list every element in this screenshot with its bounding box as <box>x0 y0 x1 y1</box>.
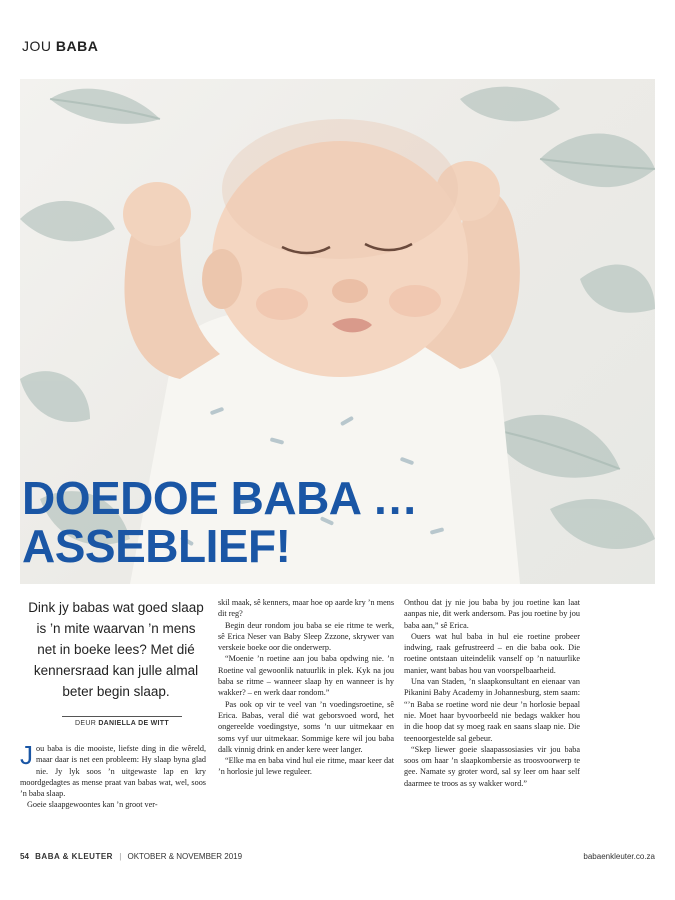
body-column-1 <box>20 740 206 811</box>
issue-date: OKTOBER & NOVEMBER 2019 <box>127 852 243 861</box>
website-url: babaenkleuter.co.za <box>583 852 655 861</box>
byline <box>62 716 182 727</box>
drop-cap: J <box>20 740 33 770</box>
paragraph: Ouers wat hul baba in hul eie roetine probeer indwing, raak gefrustreerd – en die baba ook. Die roetine ontstaan uiteindelik vanself op ’n natuurlike manier, want babas hou van voorspelbaarheid. <box>404 631 580 675</box>
body-column-3 <box>404 597 580 789</box>
article-headline <box>22 474 652 570</box>
headline-line-1: DOEDOE BABA … <box>22 472 418 524</box>
byline-prefix: DEUR <box>75 720 97 727</box>
paragraph-text: ou baba is die mooiste, liefste ding in die wêreld, maar daar is net een probleem: Hy slaap byna glad nie. Jy lyk soos ’n uitgewaste lap en kry moordgedagtes as mense praat van babas wat, wel, soos ’n baba slaap. <box>20 744 206 799</box>
paragraph: Begin deur rondom jou baba se eie ritme te werk, sê Erica Neser van Baby Sleep Zzzone, skrywer van verskeie boeke oor die onderwerp. <box>218 620 394 653</box>
section-name: BABA <box>55 38 99 54</box>
paragraph: skil maak, sê kenners, maar hoe op aarde kry ’n mens dit reg? <box>218 598 394 619</box>
paragraph: Una van Staden, ’n slaapkonsultant en eienaar van Pikanini Baby Academy in Johannesburg, stem saam: “’n Baba se roetine word nie deur ’n horlosie bepaal nie. Moet haar byvoorbeeld nie bedags wakker hou in die hoop dat sy moeg raak en saans slaap nie. Die teenoorgestelde sal gebeur. <box>404 677 580 743</box>
paragraph: Onthou dat jy nie jou baba by jou roetine kan laat aanpas nie, dit werk andersom. Pas jou roetine by jou baba aan,” sê Erica. <box>404 598 580 630</box>
body-column-2 <box>218 597 394 778</box>
section-label <box>22 38 98 54</box>
paragraph: Goeie slaapgewoontes kan ’n groot ver- <box>27 800 158 810</box>
page-footer <box>20 852 655 861</box>
article-intro: Dink jy babas wat goed slaap is ’n mite waarvan ’n mens net in boeke lees? Met dié kennersraad kan julle almal beter begin slaap. <box>28 600 204 699</box>
headline-line-2: ASSEBLIEF! <box>22 520 291 572</box>
paragraph <box>20 740 206 799</box>
paragraph: Pas ook op vir te veel van ’n voedingsroetine, sê Erica. Babas, veral dié wat geborsvoed word, het ongereelde voedingstye, soms ’n uur uitmekaar en soms vyf uur uitmekaar. Sommige kere wil jou baba dalk vinnig drink en ander kere weer langer. <box>218 699 394 754</box>
magazine-name: BABA & KLEUTER <box>35 852 113 861</box>
section-prefix: JOU <box>22 38 52 54</box>
paragraph: “Skep liewer goeie slaapassosiasies vir jou baba soos om haar ’n slaapkombersie as troosvoorwerp te gee. Namate sy groter word, sal sy leer om haar self daarmee te troos as sy wakker word.” <box>404 744 580 788</box>
paragraph: “Elke ma en baba vind hul eie ritme, maar keer dat ’n horlosie jul lewe reguleer. <box>218 756 394 777</box>
paragraph: “Moenie ’n roetine aan jou baba opdwing nie. ’n Roetine val gewoonlik natuurlik in plek. Kyk na jou baba se ritme – wanneer slaap hy en wanneer is hy wakker? – en werk daar rondom.” <box>218 654 394 698</box>
footer-separator: | <box>119 852 122 861</box>
byline-author: DANIELLA DE WITT <box>98 720 169 727</box>
page-number: 54 <box>20 852 29 861</box>
